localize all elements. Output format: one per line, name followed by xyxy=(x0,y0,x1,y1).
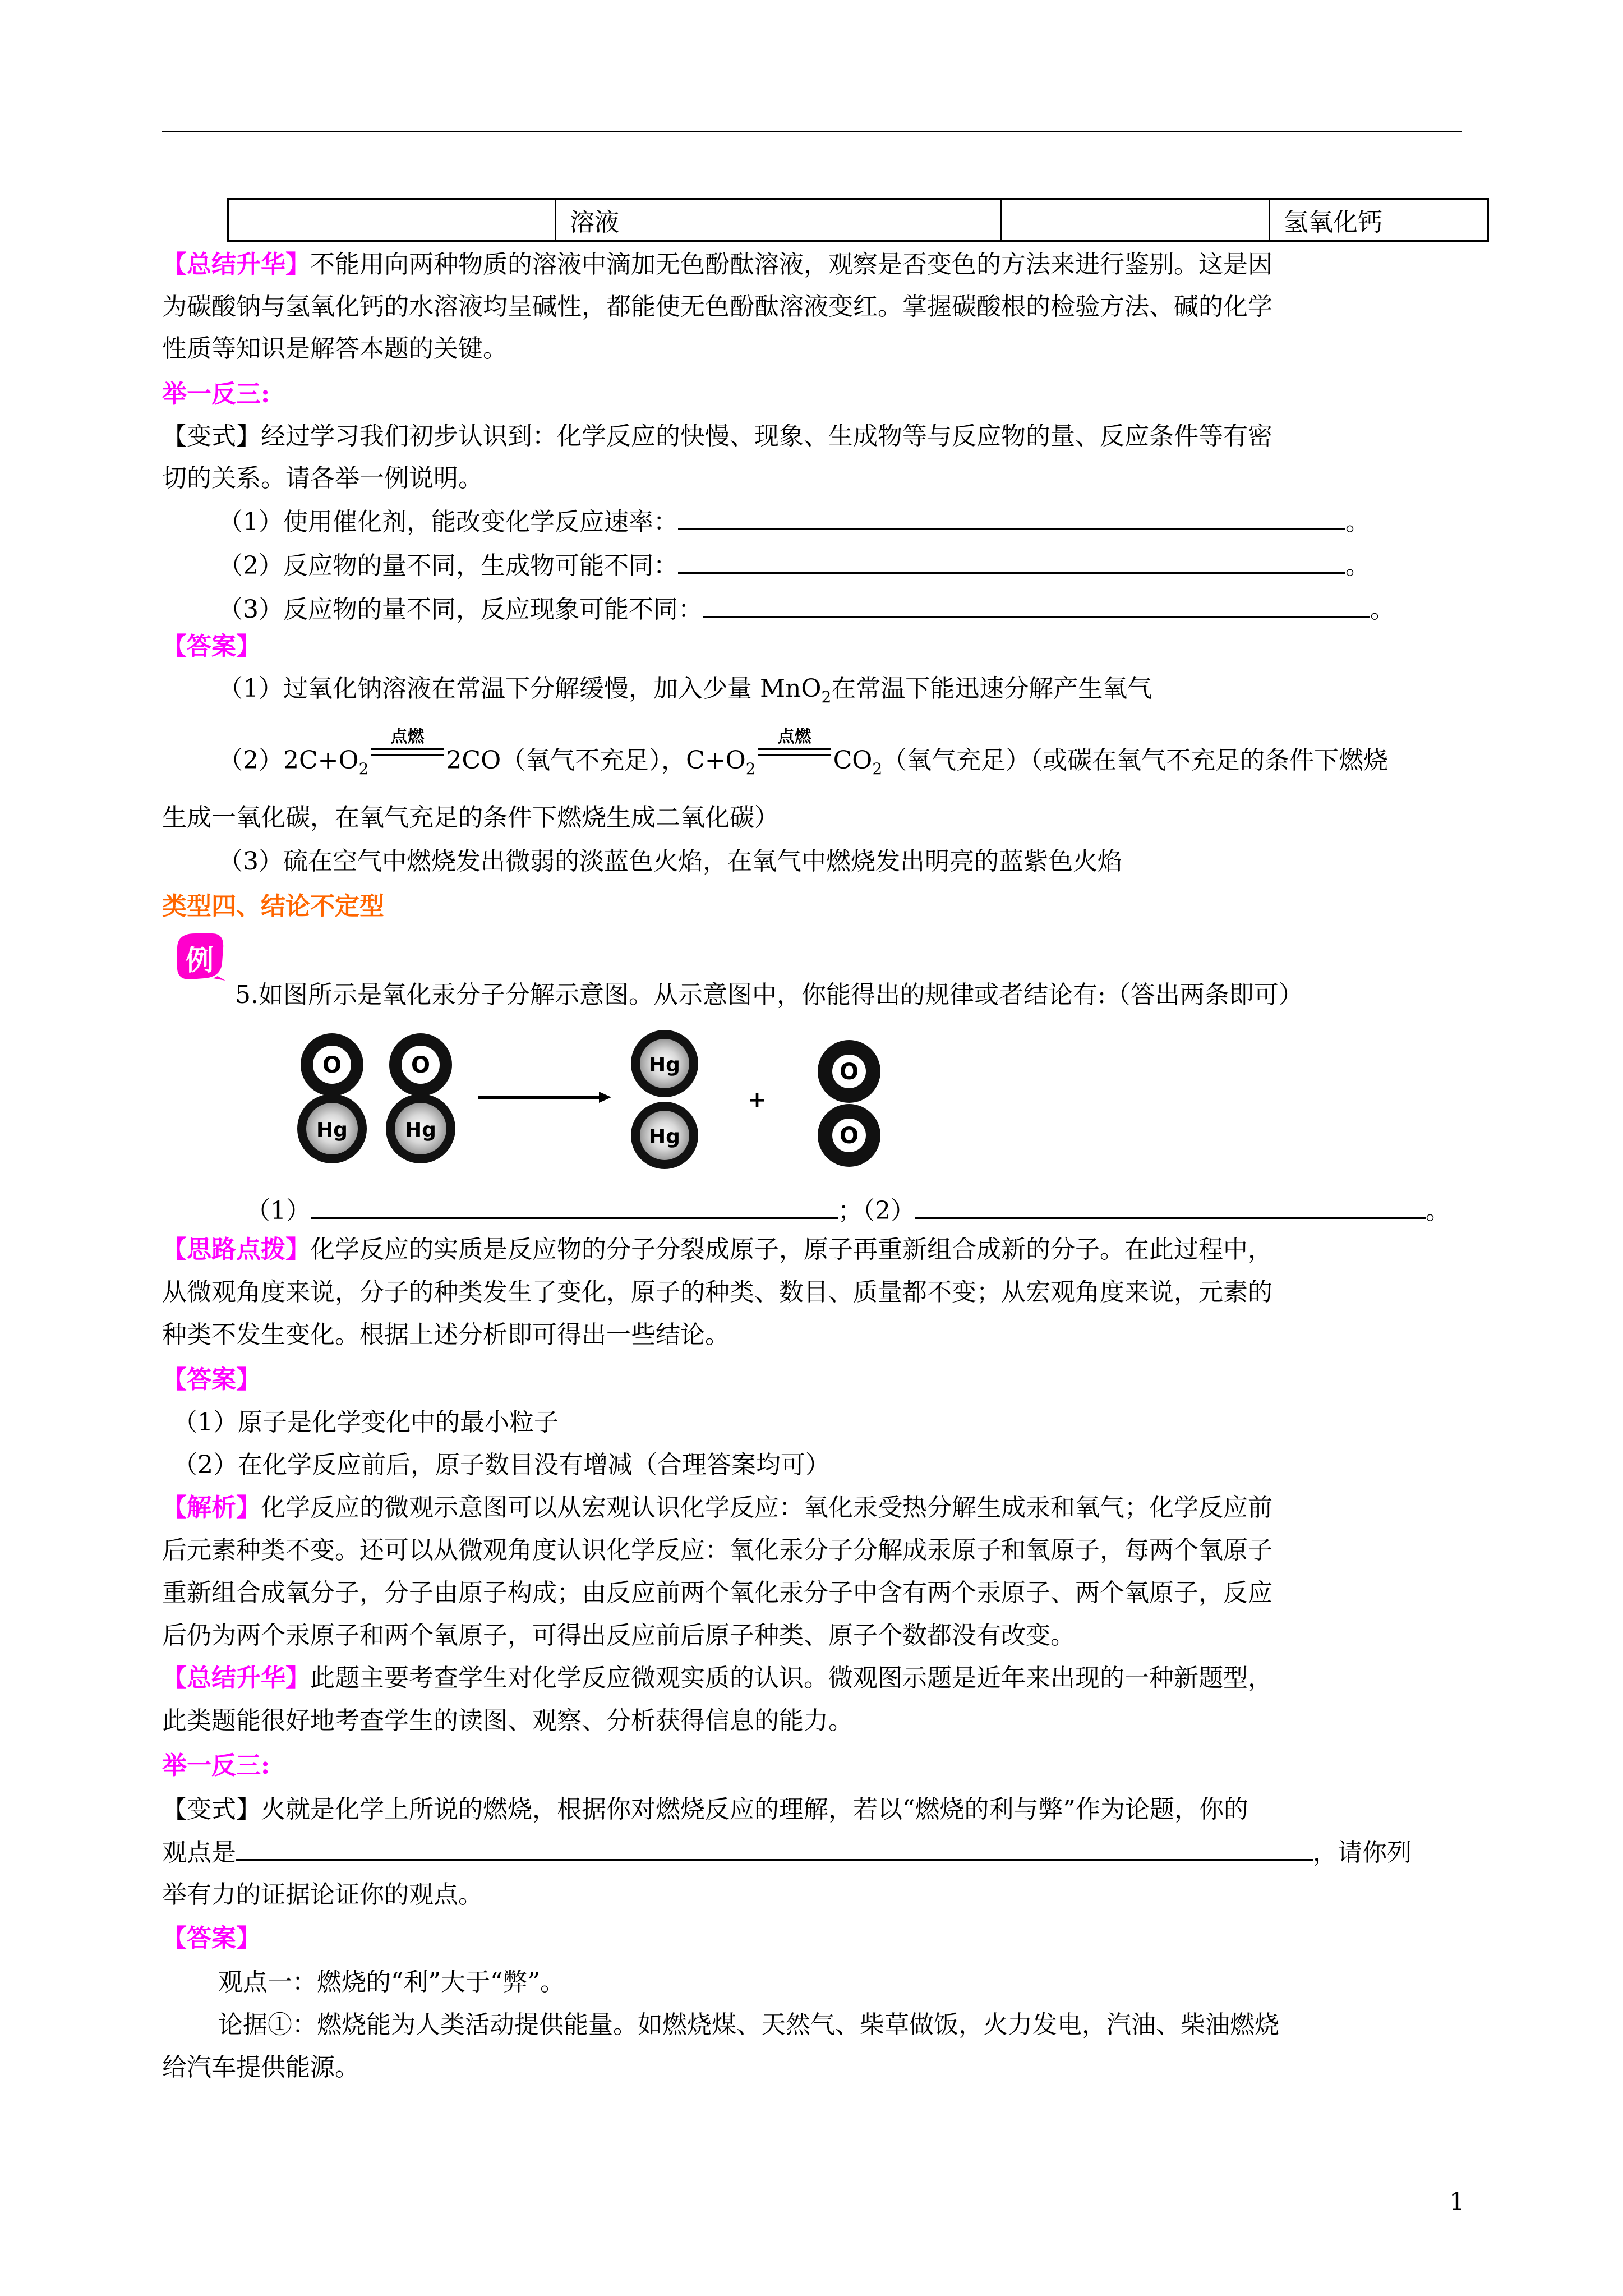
answer-tag: 【答案】 xyxy=(162,1365,261,1394)
analysis-line: 后元素种类不变。还可以从微观角度认识化学反应：氧化汞分子分解成汞原子和氧原子，每两个氧原子 xyxy=(162,1536,1272,1565)
summary-line: 【总结升华】不能用向两种物质的溶液中滴加无色酚酞溶液，观察是否变色的方法来进行鉴别。这是因 xyxy=(162,250,1272,279)
example-badge-icon: 例 xyxy=(173,931,227,982)
reaction-arrow-icon xyxy=(478,1092,611,1103)
summary-line: 此类题能很好地考查学生的读图、观察、分析获得信息的能力。 xyxy=(162,1706,853,1735)
variant-line: 【变式】经过学习我们初步认识到：化学反应的快慢、现象、生成物等与反应物的量、反应条件等有密 xyxy=(162,422,1272,450)
hint-line: 【思路点拨】化学反应的实质是反应物的分子分裂成原子，原子再重新组合成新的分子。在此过程中， xyxy=(162,1235,1272,1264)
table-fragment xyxy=(227,198,1489,242)
page-number: 1 xyxy=(1449,2188,1465,2216)
analysis-line: 后仍为两个汞原子和两个氧原子，可得出反应前后原子种类、原子个数都没有改变。 xyxy=(162,1621,1075,1650)
answer-line: （3）硫在空气中燃烧发出微弱的淡蓝色火焰，在氧气中燃烧发出明亮的蓝紫色火焰 xyxy=(218,847,1122,876)
table-cell xyxy=(1002,199,1270,241)
reaction-arrow: 点燃 xyxy=(371,746,444,769)
answer-blank-2[interactable] xyxy=(915,1195,1426,1219)
hint-line: 种类不发生变化。根据上述分析即可得出一些结论。 xyxy=(162,1320,730,1349)
question-3: （3）反应物的量不同，反应现象可能不同： 。 xyxy=(218,593,1395,625)
hint-line: 从微观角度来说，分子的种类发生了变化，原子的种类、数目、质量都不变；从宏观角度来说，元素的 xyxy=(162,1278,1272,1306)
atom-label-hg: Hg xyxy=(316,1119,348,1142)
table-row xyxy=(228,199,1488,241)
atom-label-hg: Hg xyxy=(649,1053,680,1076)
o2-molecule xyxy=(818,1040,880,1167)
hgo-molecule-2 xyxy=(386,1033,455,1163)
hgo-molecule-1 xyxy=(297,1033,367,1163)
atom-label-hg: Hg xyxy=(649,1125,680,1148)
summary-line: 性质等知识是解答本题的关键。 xyxy=(162,334,508,363)
answer-blank[interactable] xyxy=(678,550,1345,574)
variant-line: 观点是 ，请你列 xyxy=(162,1837,1412,1869)
answer-tag: 【答案】 xyxy=(162,632,261,661)
variant-tag: 【变式】 xyxy=(162,422,261,450)
answer-line: 给汽车提供能源。 xyxy=(162,2053,359,2082)
reaction-arrow: 点燃 xyxy=(758,746,831,769)
answer-tag: 【答案】 xyxy=(162,1924,261,1953)
question-2: （2）反应物的量不同，生成物可能不同： 。 xyxy=(218,550,1370,582)
variant-tag: 【变式】 xyxy=(162,1795,261,1824)
answer-line: 观点一：燃烧的“利”大于“弊”。 xyxy=(218,1968,565,1996)
atom-label-hg: Hg xyxy=(405,1119,436,1142)
question-1: （1）使用催化剂，能改变化学反应速率： 。 xyxy=(218,506,1370,538)
answer-blank[interactable] xyxy=(703,593,1370,618)
atom-label-o: O xyxy=(839,1123,859,1149)
table-cell xyxy=(228,199,556,241)
answer-line-equation: $(2)2C+O_2$ 点燃 2CO（氧气不充足），$C+O_2$ 点燃 $CO_2$（氧气充足）（或碳在氧气不充足的条件下燃烧 xyxy=(218,727,1389,778)
variant-line: 举有力的证据论证你的观点。 xyxy=(162,1880,483,1909)
example-question: 5.如图所示是氧化汞分子分解示意图。从示意图中，你能得出的规律或者结论有:（答出两条即可） xyxy=(235,981,1303,1009)
table-cell: 氢氧化钙 xyxy=(1270,199,1488,241)
analysis-line: 重新组合成氧分子，分子由原子构成；由反应前两个氧化汞分子中含有两个汞原子、两个氧原子，反应 xyxy=(162,1579,1272,1607)
header-rule xyxy=(162,131,1462,132)
answer-line: （1）原子是化学变化中的最小粒子 xyxy=(173,1408,559,1437)
table-cell: 溶液 xyxy=(556,199,1002,241)
practice-heading: 举一反三: xyxy=(162,380,270,408)
summary-tag: 【总结升华】 xyxy=(162,250,310,279)
viewpoint-blank[interactable] xyxy=(236,1837,1313,1861)
answer-line: （1）过氧化钠溶液在常温下分解缓慢，加入少量 MnO$_2$在常温下能迅速分解产生氧气 xyxy=(218,674,1152,706)
plus-sign: + xyxy=(748,1087,767,1113)
atom-label-o: O xyxy=(322,1052,342,1078)
hg-atoms xyxy=(631,1030,698,1169)
example-blanks: （1） ；（2） 。 xyxy=(246,1195,1450,1227)
answer-line: 论据①：燃烧能为人类活动提供能量。如燃烧煤、天然气、柴草做饭，火力发电，汽油、柴油燃烧 xyxy=(218,2010,1279,2039)
summary-line: 【总结升华】此题主要考查学生对化学反应微观实质的认识。微观图示题是近年来出现的一种新题型， xyxy=(162,1664,1272,1692)
summary-tag: 【总结升华】 xyxy=(162,1664,310,1692)
answer-line: （2）在化学反应前后，原子数目没有增减（合理答案均可） xyxy=(173,1451,830,1479)
answer-blank[interactable] xyxy=(678,506,1345,530)
atom-label-o: O xyxy=(839,1059,859,1085)
summary-line: 为碳酸钠与氢氧化钙的水溶液均呈碱性，都能使无色酚酞溶液变红。掌握碳酸根的检验方法、碱的化学 xyxy=(162,292,1272,321)
practice-heading: 举一反三: xyxy=(162,1751,270,1780)
type-heading: 类型四、结论不定型 xyxy=(162,892,384,921)
analysis-tag: 【解析】 xyxy=(162,1493,261,1522)
answer-blank-1[interactable] xyxy=(311,1195,838,1219)
mercury-oxide-decomposition-diagram xyxy=(269,1025,909,1177)
variant-line: 切的关系。请各举一例说明。 xyxy=(162,464,483,493)
answer-line: 生成一氧化碳，在氧气充足的条件下燃烧生成二氧化碳） xyxy=(162,803,779,832)
analysis-line: 【解析】化学反应的微观示意图可以从宏观认识化学反应：氧化汞受热分解生成汞和氧气；化学反应前 xyxy=(162,1493,1272,1522)
hint-tag: 【思路点拨】 xyxy=(162,1235,310,1264)
atom-label-o: O xyxy=(411,1052,431,1078)
variant-line: 【变式】火就是化学上所说的燃烧，根据你对燃烧反应的理解，若以“燃烧的利与弊”作为论题，你的 xyxy=(162,1795,1248,1824)
